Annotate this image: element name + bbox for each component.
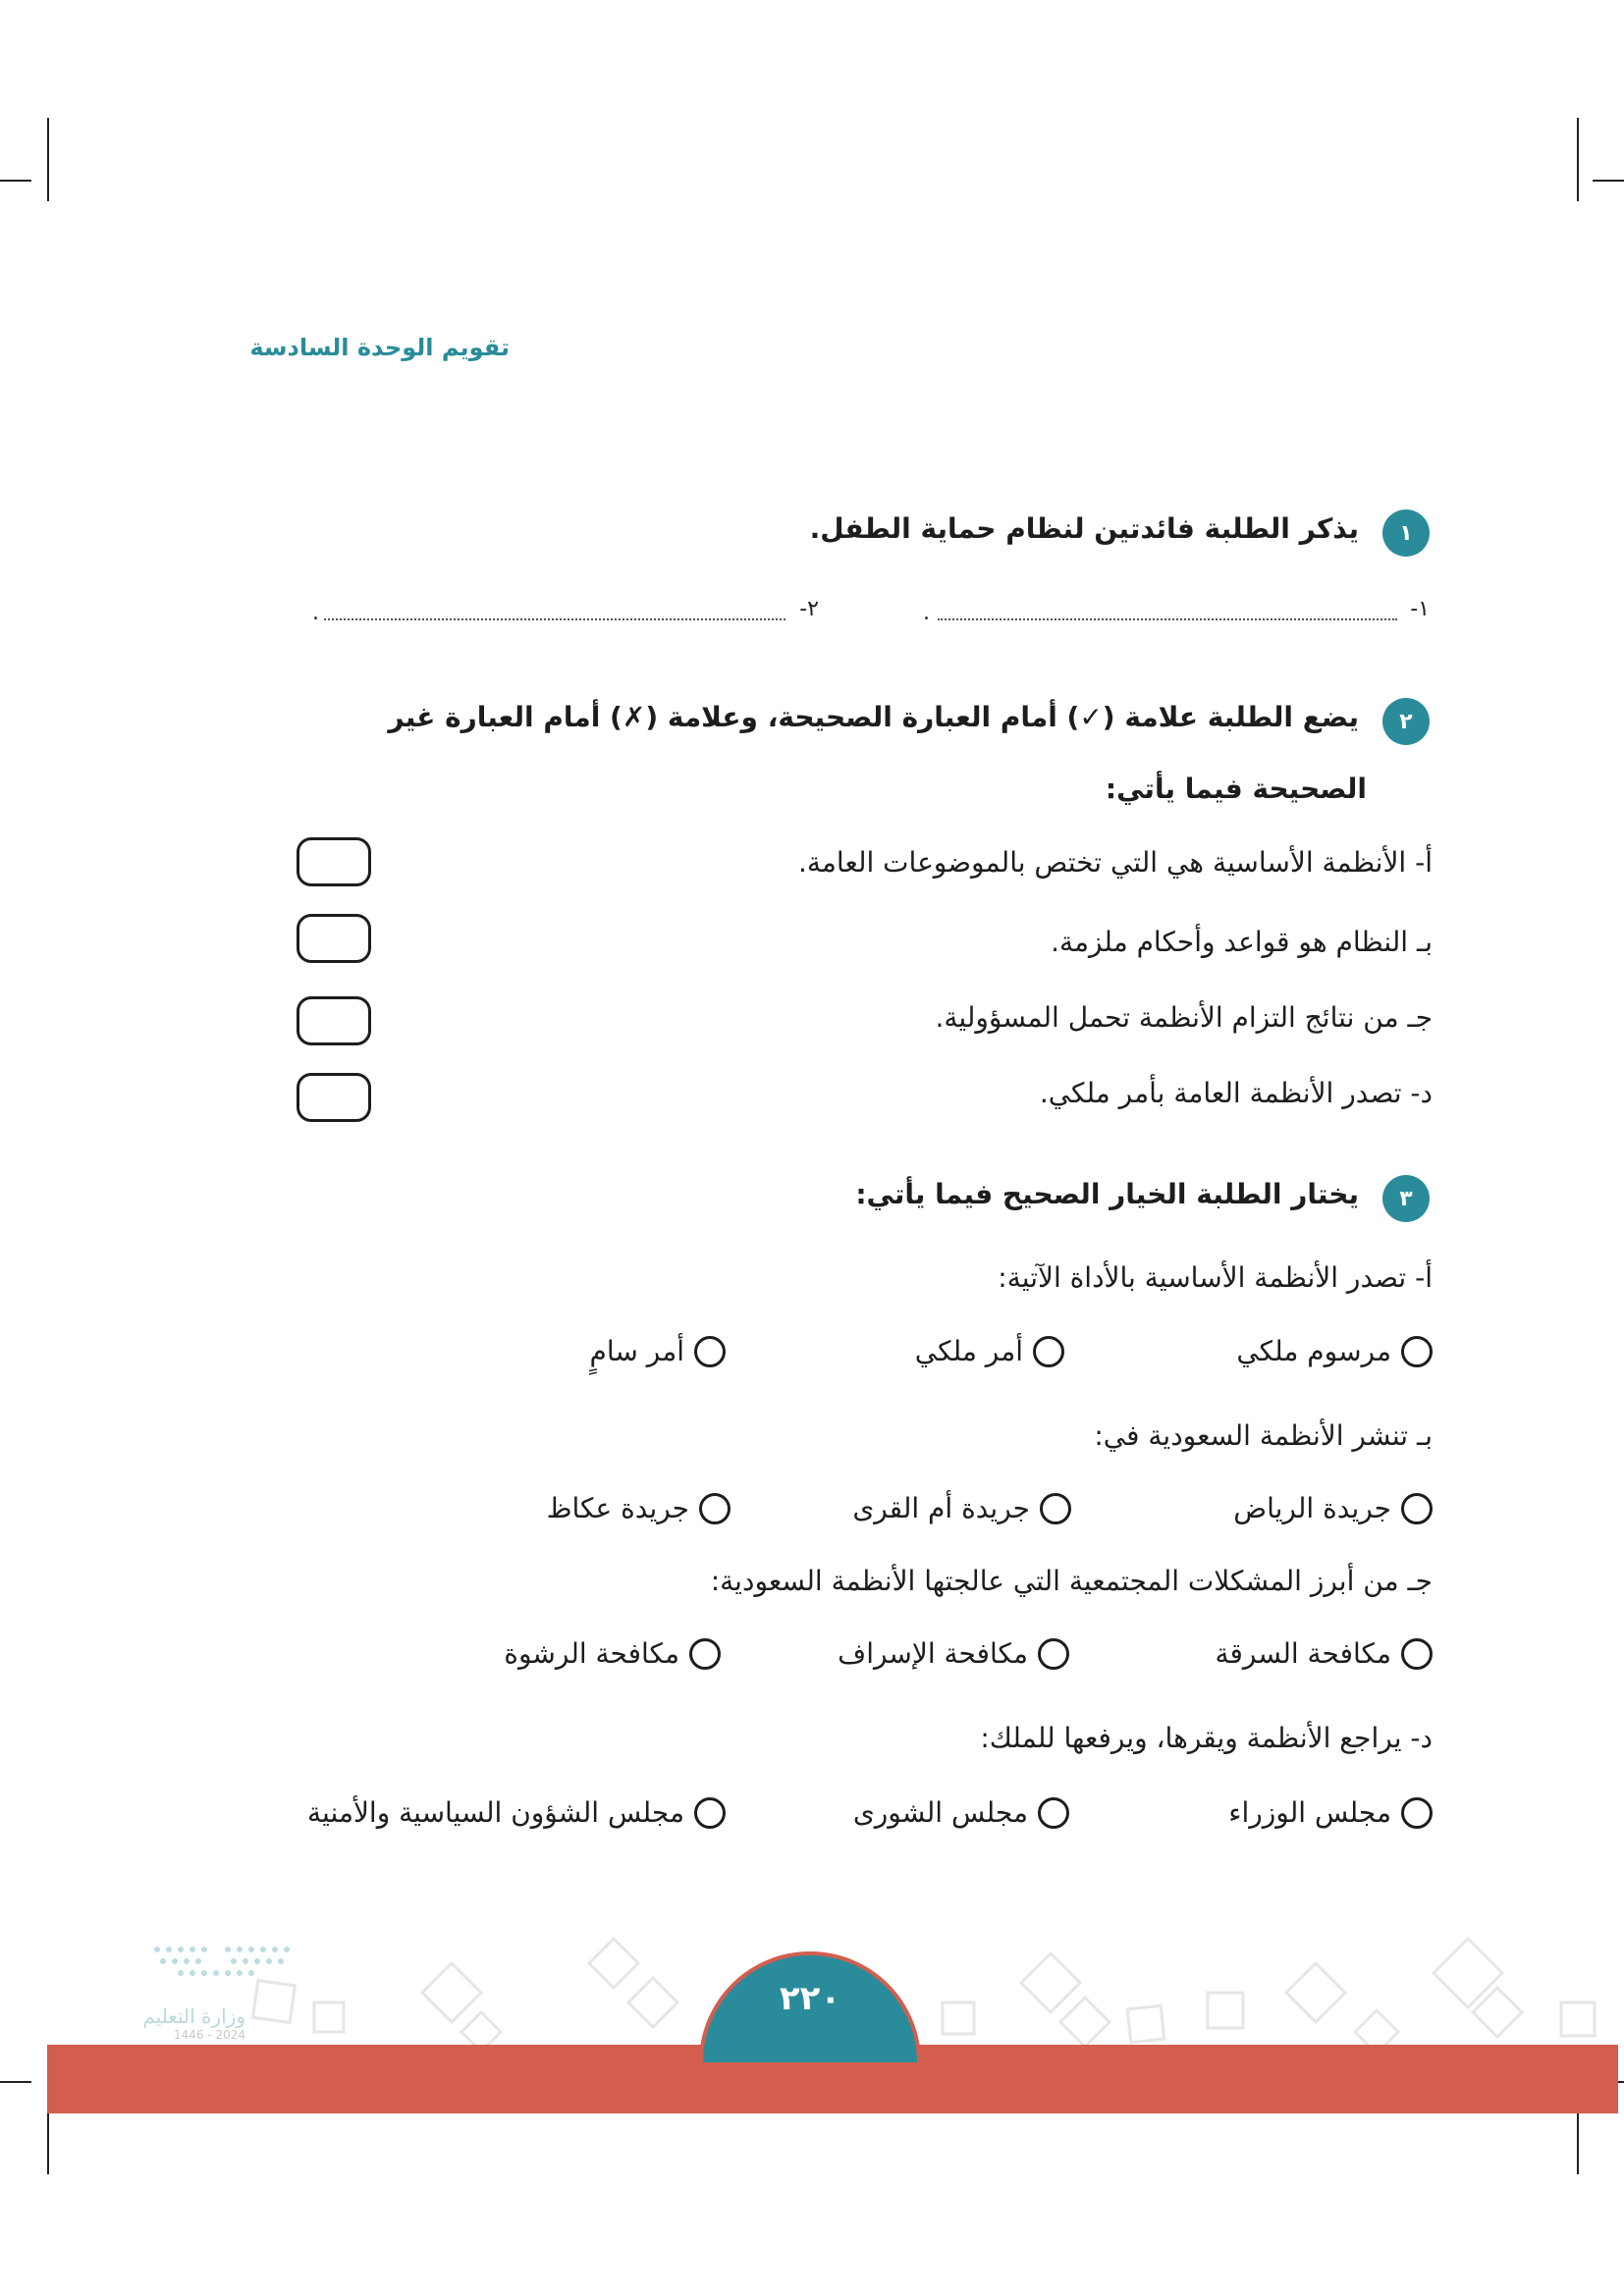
mcq-question-b: بـ تنشر الأنظمة السعودية في:	[1094, 1419, 1433, 1452]
answer-box-d[interactable]	[297, 1073, 371, 1122]
radio-button[interactable]	[1401, 1797, 1433, 1829]
crop-mark	[1577, 118, 1579, 201]
answer-box-a[interactable]	[297, 837, 371, 886]
radio-button[interactable]	[694, 1336, 726, 1367]
option-label: مكافحة الإسراف	[838, 1637, 1028, 1670]
question-number-badge: ١	[1382, 509, 1430, 557]
answer-line-2[interactable]	[324, 618, 785, 620]
option[interactable]	[852, 1492, 1071, 1524]
option[interactable]	[853, 1796, 1069, 1829]
radio-button[interactable]	[1033, 1336, 1064, 1367]
statement-b: بـ النظام هو قواعد وأحكام ملزمة.	[1051, 926, 1433, 958]
page-number: ٢٢٠	[779, 1979, 841, 2018]
option-label: أمر سامٍ	[589, 1335, 684, 1367]
question-1-title: يذكر الطلبة فائدتين لنظام حماية الطفل.	[809, 512, 1359, 545]
option[interactable]	[1236, 1335, 1433, 1367]
radio-button[interactable]	[1401, 1638, 1433, 1670]
option[interactable]	[915, 1335, 1064, 1367]
statement-d: د- تصدر الأنظمة العامة بأمر ملكي.	[1039, 1077, 1433, 1109]
radio-button[interactable]	[1038, 1797, 1069, 1829]
radio-button[interactable]	[1040, 1493, 1071, 1524]
option[interactable]	[838, 1637, 1069, 1670]
question-number-badge: ٢	[1382, 698, 1430, 745]
question-2-title: يضع الطلبة علامة (✓) أمام العبارة الصحيحة، وعلامة (✗) أمام العبارة غير	[388, 701, 1359, 733]
question-number-badge: ٣	[1382, 1175, 1430, 1222]
mcq-question-a: أ- تصدر الأنظمة الأساسية بالأداة الآتية:	[998, 1261, 1433, 1294]
crop-mark	[0, 180, 31, 182]
radio-button[interactable]	[699, 1493, 731, 1524]
mcq-question-d: د- يراجع الأنظمة ويقرها، ويرفعها للملك:	[980, 1722, 1433, 1754]
option-label: مجلس الشورى	[852, 1796, 1028, 1829]
ministry-name: وزارة التعليم	[142, 2004, 245, 2028]
answer-line-label: ٢-	[799, 597, 819, 621]
ministry-logo-text	[59, 2004, 245, 2042]
statement-c: جـ من نتائج التزام الأنظمة تحمل المسؤولية.	[935, 1001, 1433, 1034]
answer-line-1[interactable]	[938, 618, 1397, 620]
option-label: جريدة عكاظ	[546, 1492, 689, 1524]
option-label: جريدة أم القرى	[852, 1492, 1030, 1524]
line-end-dot: .	[312, 601, 319, 625]
crop-mark	[47, 118, 49, 201]
question-2-title-cont: الصحيحة فيما يأتي:	[1105, 773, 1367, 805]
option-label: مرسوم ملكي	[1236, 1335, 1391, 1367]
option-label: مكافحة الرشوة	[504, 1637, 679, 1670]
option-label: مجلس الشؤون السياسية والأمنية	[307, 1796, 684, 1829]
crop-mark	[0, 2081, 31, 2083]
option-label: مكافحة السرقة	[1215, 1637, 1391, 1670]
option[interactable]	[1216, 1637, 1434, 1670]
option-label: مجلس الوزراء	[1228, 1796, 1391, 1829]
option[interactable]	[1233, 1492, 1433, 1524]
answer-box-c[interactable]	[297, 996, 371, 1045]
answer-line-label: ١-	[1410, 597, 1430, 621]
option[interactable]	[590, 1335, 726, 1367]
radio-button[interactable]	[1401, 1336, 1433, 1367]
mcq-question-c: جـ من أبرز المشكلات المجتمعية التي عالجتها الأنظمة السعودية:	[710, 1565, 1433, 1597]
option[interactable]	[307, 1796, 726, 1829]
statement-a: أ- الأنظمة الأساسية هي التي تختص بالموضوعات العامة.	[798, 846, 1433, 879]
crop-mark	[1593, 180, 1624, 182]
ministry-year: 2024 - 1446	[173, 2028, 245, 2042]
radio-button[interactable]	[1401, 1493, 1433, 1524]
option[interactable]	[504, 1637, 721, 1670]
option[interactable]	[547, 1492, 731, 1524]
option-label: جريدة الرياض	[1233, 1492, 1391, 1524]
radio-button[interactable]	[694, 1797, 726, 1829]
question-3-title: يختار الطلبة الخيار الصحيح فيما يأتي:	[855, 1178, 1359, 1210]
radio-button[interactable]	[689, 1638, 721, 1670]
radio-button[interactable]	[1038, 1638, 1069, 1670]
answer-box-b[interactable]	[297, 914, 371, 963]
option-label: أمر ملكي	[914, 1335, 1023, 1367]
section-title: تقويم الوحدة السادسة	[249, 334, 510, 361]
option[interactable]	[1228, 1796, 1433, 1829]
line-end-dot: .	[923, 601, 930, 625]
